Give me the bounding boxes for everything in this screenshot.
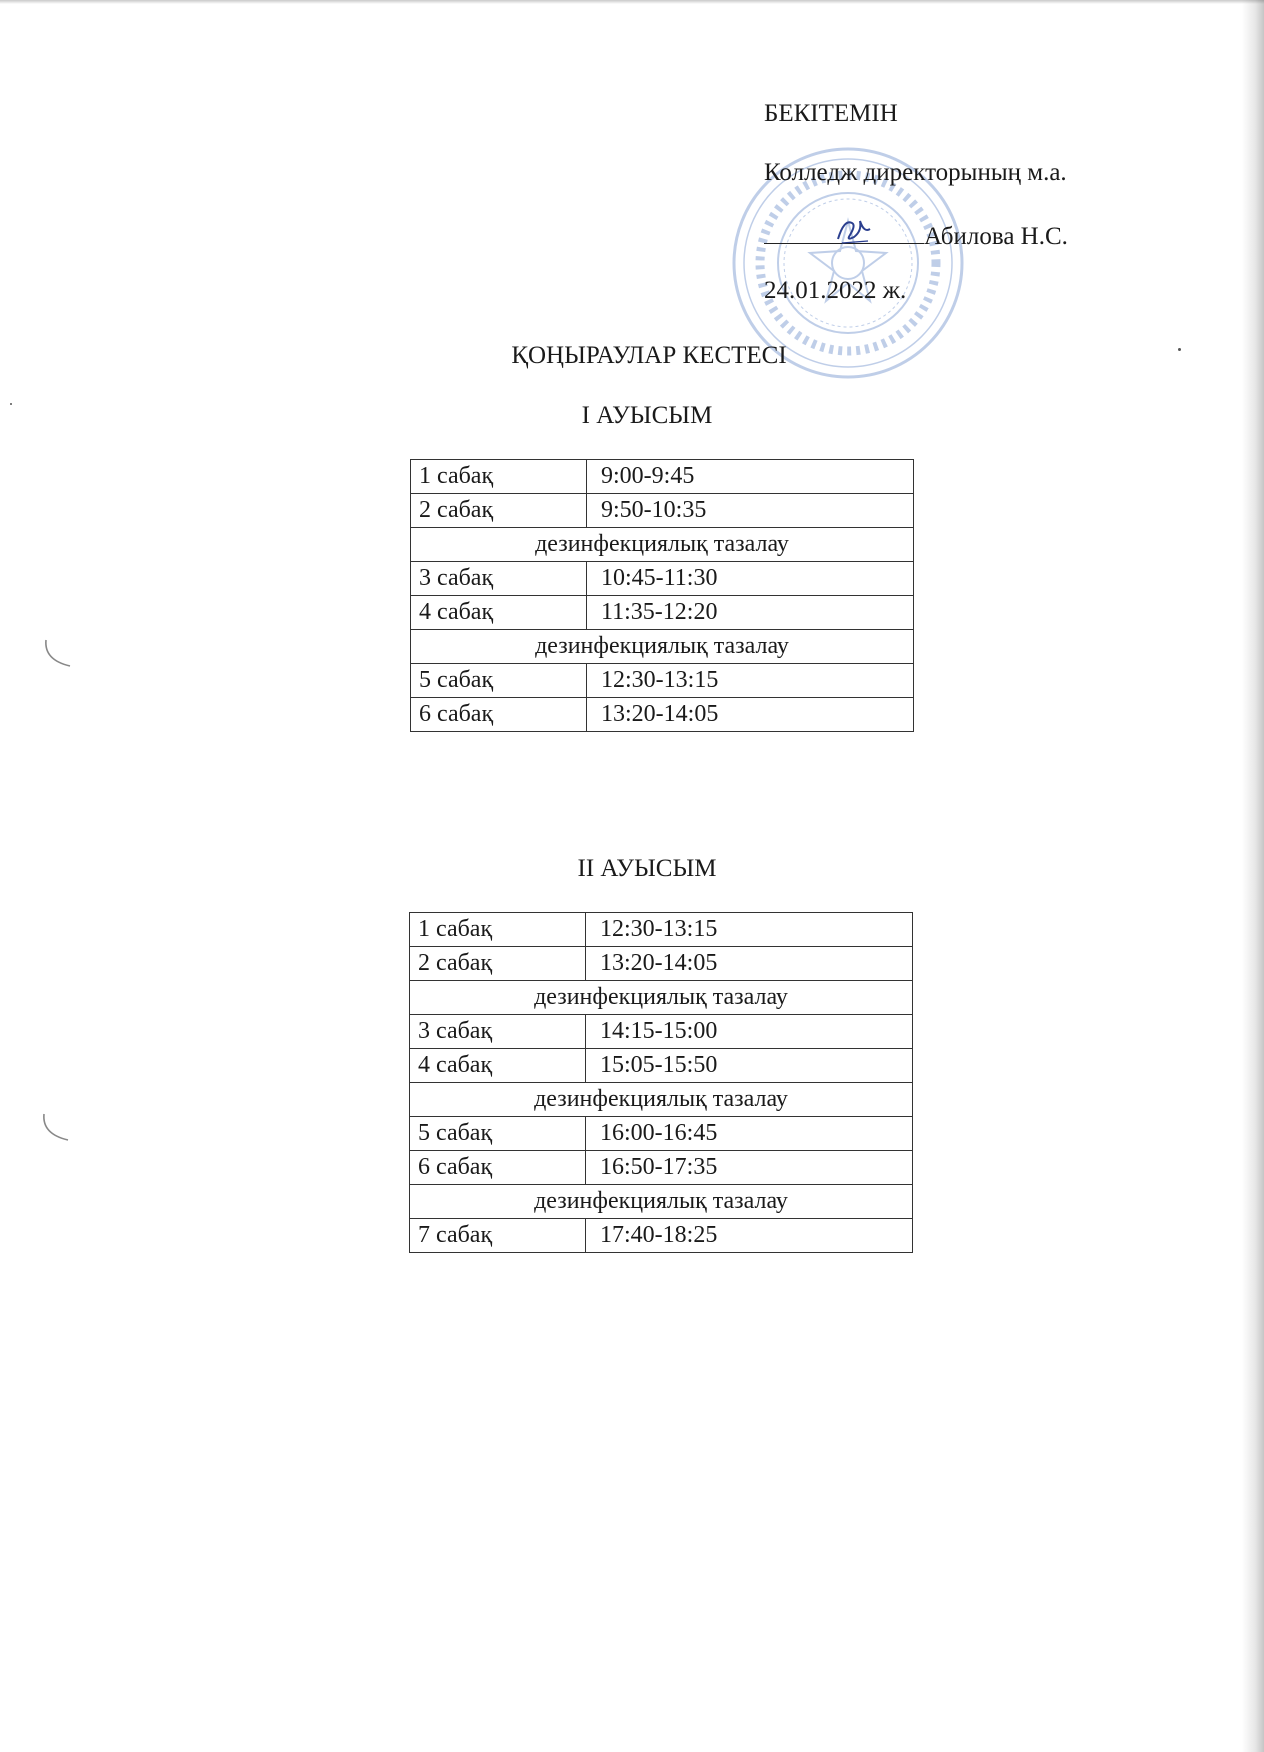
time-cell: 16:50-17:35 <box>586 1151 913 1185</box>
disinfection-break-cell: дезинфекциялық тазалау <box>411 528 914 562</box>
table-row <box>411 596 914 630</box>
time-cell: 9:50-10:35 <box>587 494 914 528</box>
table-row <box>411 630 914 664</box>
table-row <box>411 698 914 732</box>
table-row <box>411 562 914 596</box>
table-row <box>410 1015 913 1049</box>
disinfection-break-cell: дезинфекциялық тазалау <box>410 1083 913 1117</box>
disinfection-break-cell: дезинфекциялық тазалау <box>411 630 914 664</box>
time-cell: 12:30-13:15 <box>587 664 914 698</box>
time-cell: 13:20-14:05 <box>587 698 914 732</box>
lesson-cell: 2 сабақ <box>410 947 586 981</box>
lesson-cell: 6 сабақ <box>410 1151 586 1185</box>
disinfection-break-cell: дезинфекциялық тазалау <box>410 1185 913 1219</box>
table-row <box>410 913 913 947</box>
approval-date: 24.01.2022 ж. <box>764 277 907 304</box>
time-cell: 9:00-9:45 <box>587 460 914 494</box>
table-row <box>411 664 914 698</box>
lesson-cell: 7 сабақ <box>410 1219 586 1253</box>
table-row <box>411 494 914 528</box>
shift-1-title: I АУЫСЫМ <box>581 402 713 429</box>
table-row <box>410 947 913 981</box>
time-cell: 12:30-13:15 <box>586 913 913 947</box>
disinfection-break-cell: дезинфекциялық тазалау <box>410 981 913 1015</box>
lesson-cell: 1 сабақ <box>410 913 586 947</box>
shift-2-schedule-table <box>409 912 913 1253</box>
table-row <box>410 1219 913 1253</box>
document-title: ҚОҢЫРАУЛАР КЕСТЕСІ <box>511 342 787 369</box>
scan-edge-top <box>0 0 1264 4</box>
lesson-cell: 3 сабақ <box>411 562 587 596</box>
time-cell: 11:35-12:20 <box>587 596 914 630</box>
time-cell: 16:00-16:45 <box>586 1117 913 1151</box>
time-cell: 14:15-15:00 <box>586 1015 913 1049</box>
table-row <box>410 1049 913 1083</box>
lesson-cell: 3 сабақ <box>410 1015 586 1049</box>
time-cell: 17:40-18:25 <box>586 1219 913 1253</box>
lesson-cell: 5 сабақ <box>411 664 587 698</box>
shift-2-title: II АУЫСЫМ <box>577 855 717 882</box>
lesson-cell: 4 сабақ <box>410 1049 586 1083</box>
punch-hole-icon <box>40 636 74 670</box>
table-row <box>410 1083 913 1117</box>
handwritten-signature-icon <box>834 213 874 247</box>
signature-blank <box>764 217 924 244</box>
approval-heading: БЕКІТЕМІН <box>764 100 898 127</box>
lesson-cell: 4 сабақ <box>411 596 587 630</box>
time-cell: 15:05-15:50 <box>586 1049 913 1083</box>
lesson-cell: 2 сабақ <box>411 494 587 528</box>
table-row <box>410 1117 913 1151</box>
table-row <box>411 460 914 494</box>
approval-position: Колледж директорының м.а. <box>764 159 1067 186</box>
lesson-cell: 5 сабақ <box>410 1117 586 1151</box>
punch-hole-icon <box>38 1110 72 1144</box>
shift-1-schedule-table <box>410 459 914 732</box>
lesson-cell: 6 сабақ <box>411 698 587 732</box>
table-row <box>410 981 913 1015</box>
lesson-cell: 1 сабақ <box>411 460 587 494</box>
time-cell: 13:20-14:05 <box>586 947 913 981</box>
approval-signature-line <box>764 217 1068 251</box>
table-row <box>410 1185 913 1219</box>
approver-name: Абилова Н.С. <box>924 223 1068 250</box>
table-row <box>411 528 914 562</box>
time-cell: 10:45-11:30 <box>587 562 914 596</box>
table-row <box>410 1151 913 1185</box>
